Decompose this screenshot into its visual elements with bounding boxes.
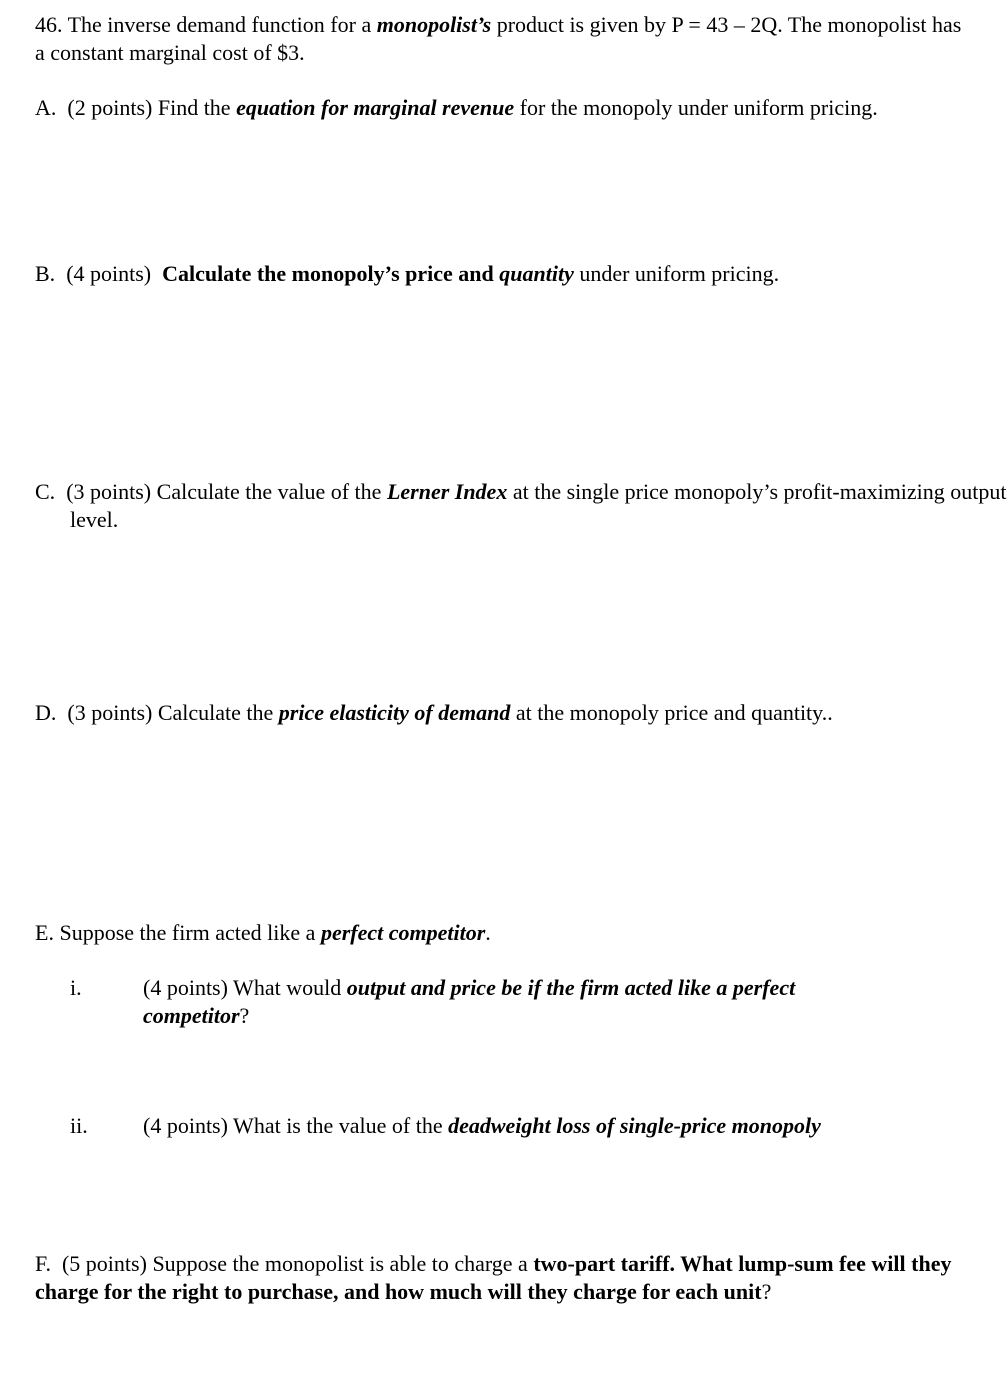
part-c: C. (3 points) Calculate the value of the Lerner Index at the single price monopoly’s profit-maximizing output level. bbox=[35, 479, 1007, 532]
part-b-label: B. bbox=[35, 261, 56, 286]
part-a-label: A. bbox=[35, 95, 57, 120]
part-f-points: (5 points) bbox=[61, 1251, 147, 1276]
sub-i-points: (4 points) bbox=[143, 975, 228, 1000]
part-e-label: E. bbox=[35, 920, 54, 945]
emphasis-quantity: quantity bbox=[499, 261, 574, 286]
part-d: D. (3 points) Calculate the price elasticity of demand at the monopoly price and quantity.. bbox=[35, 700, 833, 725]
part-f-bold: two-part tariff. What lump-sum fee will they charge for the right to purchase, and how much will they charge for each unit bbox=[35, 1251, 952, 1304]
emphasis-price-elasticity: price elasticity of demand bbox=[278, 700, 511, 725]
part-a: A. (2 points) Find the equation for marginal revenue for the monopoly under uniform pricing. bbox=[35, 95, 878, 120]
sub-ii-text: (4 points) What is the value of the deadweight loss of single-price monopoly bbox=[143, 1113, 821, 1138]
part-b: B. (4 points) Calculate the monopoly’s price and quantity under uniform pricing. bbox=[35, 261, 780, 286]
part-e: E. Suppose the firm acted like a perfect competitor. bbox=[35, 920, 491, 945]
sub-i-text: (4 points) What would output and price be if the firm acted like a perfect competitor? bbox=[143, 975, 796, 1028]
part-b-points: (4 points) bbox=[66, 261, 152, 286]
emphasis-mr-equation: equation for marginal revenue bbox=[236, 95, 515, 120]
emphasis-perfect-competitor: perfect competitor bbox=[320, 920, 486, 945]
emphasis-deadweight-loss: deadweight loss of single-price monopoly bbox=[448, 1113, 821, 1138]
sub-ii-number: ii. bbox=[70, 1113, 88, 1138]
part-c-label: C. bbox=[35, 479, 56, 504]
part-b-bold: Calculate the monopoly’s price and bbox=[162, 261, 500, 286]
part-c-points: (3 points) bbox=[66, 479, 152, 504]
sub-i-number: i. bbox=[70, 975, 82, 1000]
emphasis-output-price: output and price be if the firm acted like a perfect competitor bbox=[143, 975, 796, 1028]
part-f: F. (5 points) Suppose the monopolist is able to charge a two-part tariff. What lump-sum fee will they charge for the right to purchase, and how much will they charge for each unit? bbox=[35, 1251, 952, 1304]
part-a-points: (2 points) bbox=[67, 95, 153, 120]
emphasis-monopolist: monopolist’s bbox=[376, 12, 492, 37]
sub-ii-points: (4 points) bbox=[143, 1113, 228, 1138]
part-f-label: F. bbox=[35, 1251, 51, 1276]
part-d-label: D. bbox=[35, 700, 57, 725]
question-number: 46. bbox=[35, 12, 63, 37]
emphasis-lerner-index: Lerner Index bbox=[386, 479, 508, 504]
part-d-points: (3 points) bbox=[67, 700, 153, 725]
question-stem: 46. The inverse demand function for a monopolist’s product is given by P = 43 – 2Q. The monopolist has a constant marginal cost of $3. bbox=[35, 12, 962, 65]
